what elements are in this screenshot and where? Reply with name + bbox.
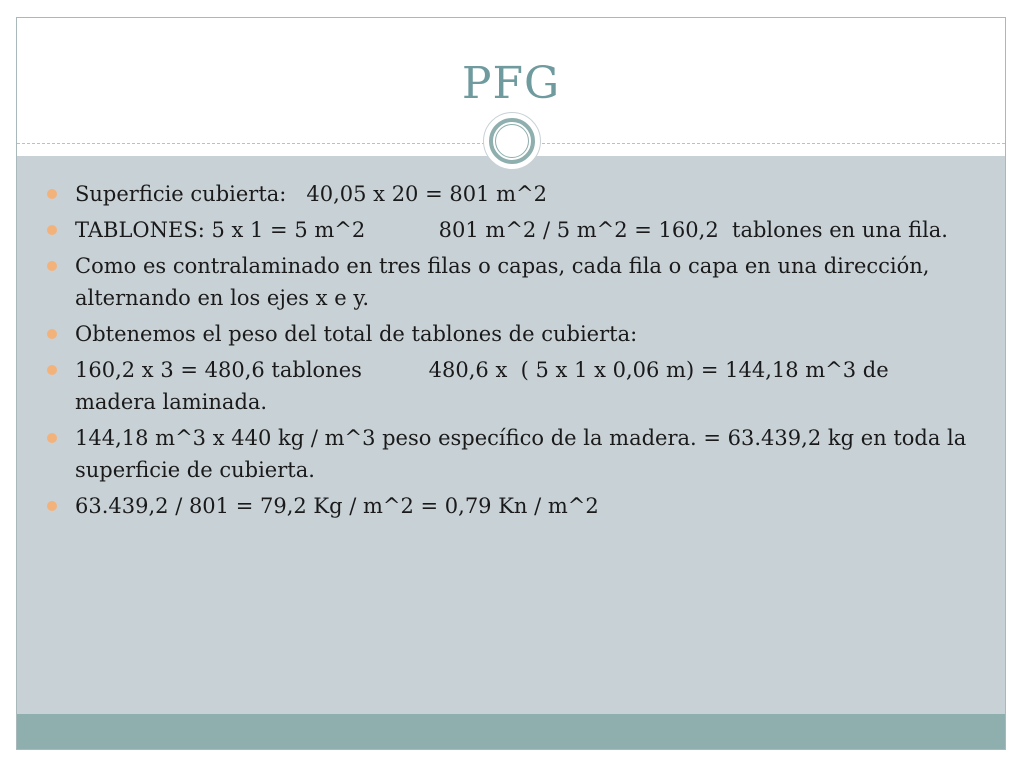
bullet-text: Obtenemos el peso del total de tablones de cubierta: (75, 322, 638, 346)
bullet-dot-icon (47, 329, 57, 339)
bullet-dot-icon (47, 189, 57, 199)
list-item (45, 178, 975, 210)
bullet-text: 63.439,2 / 801 = 79,2 Kg / m^2 = 0,79 Kn / m^2 (75, 494, 599, 518)
ring-icon (483, 112, 541, 170)
list-item (45, 422, 975, 486)
footer-bar (17, 714, 1005, 749)
bullet-dot-icon (47, 365, 57, 375)
list-item (45, 214, 975, 246)
content-area (17, 156, 1005, 716)
list-item (45, 250, 975, 314)
list-item (45, 318, 975, 350)
list-item (45, 490, 975, 522)
bullet-dot-icon (47, 261, 57, 271)
slide-title: PFG (461, 58, 561, 109)
bullet-list (45, 178, 975, 526)
bullet-text: Superficie cubierta: 40,05 x 20 = 801 m^2 (75, 182, 547, 206)
bullet-text: TABLONES: 5 x 1 = 5 m^2 801 m^2 / 5 m^2 = 160,2 tablones en una fila. (75, 218, 948, 242)
bullet-text: 160,2 x 3 = 480,6 tablones 480,6 x ( 5 x 1 x 0,06 m) = 144,18 m^3 de madera laminada. (75, 358, 896, 414)
list-item (45, 354, 975, 418)
bullet-dot-icon (47, 225, 57, 235)
bullet-dot-icon (47, 433, 57, 443)
bullet-dot-icon (47, 501, 57, 511)
slide (16, 17, 1006, 750)
bullet-text: Como es contralaminado en tres filas o capas, cada fila o capa en una dirección, alternando en los ejes x e y. (75, 254, 937, 310)
bullet-text: 144,18 m^3 x 440 kg / m^3 peso específico de la madera. = 63.439,2 kg en toda la superficie de cubierta. (75, 426, 973, 482)
